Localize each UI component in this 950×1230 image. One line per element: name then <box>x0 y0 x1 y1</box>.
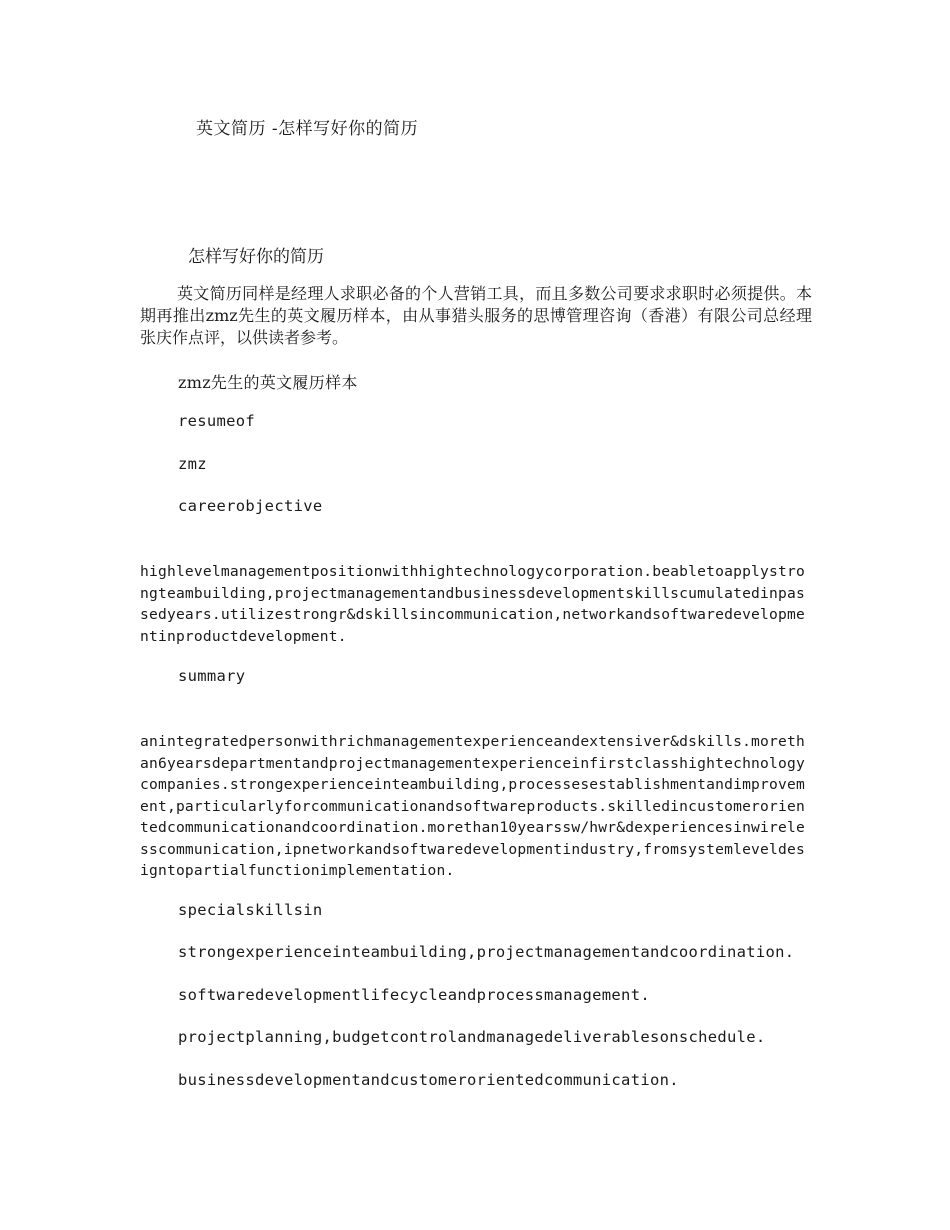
document-subtitle: 怎样写好你的简历 <box>188 247 324 267</box>
summary-paragraph: anintegratedpersonwithrichmanagementexperienceandextensiver&dskills.morethan6yearsdepartmentandprojectmanagementexperienceinfirstclasshightechnologycompanies.strongexperienceinteambuilding,processesestablishmentandimprovement,particularlyforcommunicationandsoftwareproducts.skilledincustomerorientedcommunicationandcoordination.morethan10yearssw/hwr&dexperiencesinwirelesscommunication,ipnetworkandsoftwaredevelopmentindustry,fromsystemleveldesigntopartialfunctionimplementation. <box>140 733 805 879</box>
special-skills-heading: specialskillsin <box>178 901 323 919</box>
skill-item: businessdevelopmentandcustomerorientedcommunication. <box>178 1071 679 1089</box>
document-title: 英文简历 -怎样写好你的简历 <box>196 119 419 139</box>
career-objective-heading: careerobjective <box>178 497 323 515</box>
skill-item: softwaredevelopmentlifecycleandprocessmanagement. <box>178 986 650 1004</box>
career-objective-paragraph: highlevelmanagementpositionwithhightechnologycorporation.beabletoapplystrongteambuilding,projectmanagementandbusinessdevelopmentskillscumulatedinpassedyears.utilizestrongr&dskillsincommunication,networkandsoftwaredevelopmentinproductdevelopment. <box>140 563 805 645</box>
skill-item: projectplanning,budgetcontrolandmanagedeliverablesonschedule. <box>178 1028 766 1046</box>
sample-heading: zmz先生的英文履历样本 <box>178 373 358 392</box>
skill-item: strongexperienceinteambuilding,projectmanagementandcoordination. <box>178 943 795 961</box>
resume-of-label: resumeof <box>178 412 256 430</box>
intro-paragraph: 英文简历同样是经理人求职必备的个人营销工具，而且多数公司要求求职时必须提供。本期再推出zmz先生的英文履历样本，由从事猎头服务的思博管理咨询（香港）有限公司总经理张庆作点评，以供读者参考。 <box>140 284 812 347</box>
candidate-name: zmz <box>178 455 207 473</box>
summary-heading: summary <box>178 667 246 685</box>
